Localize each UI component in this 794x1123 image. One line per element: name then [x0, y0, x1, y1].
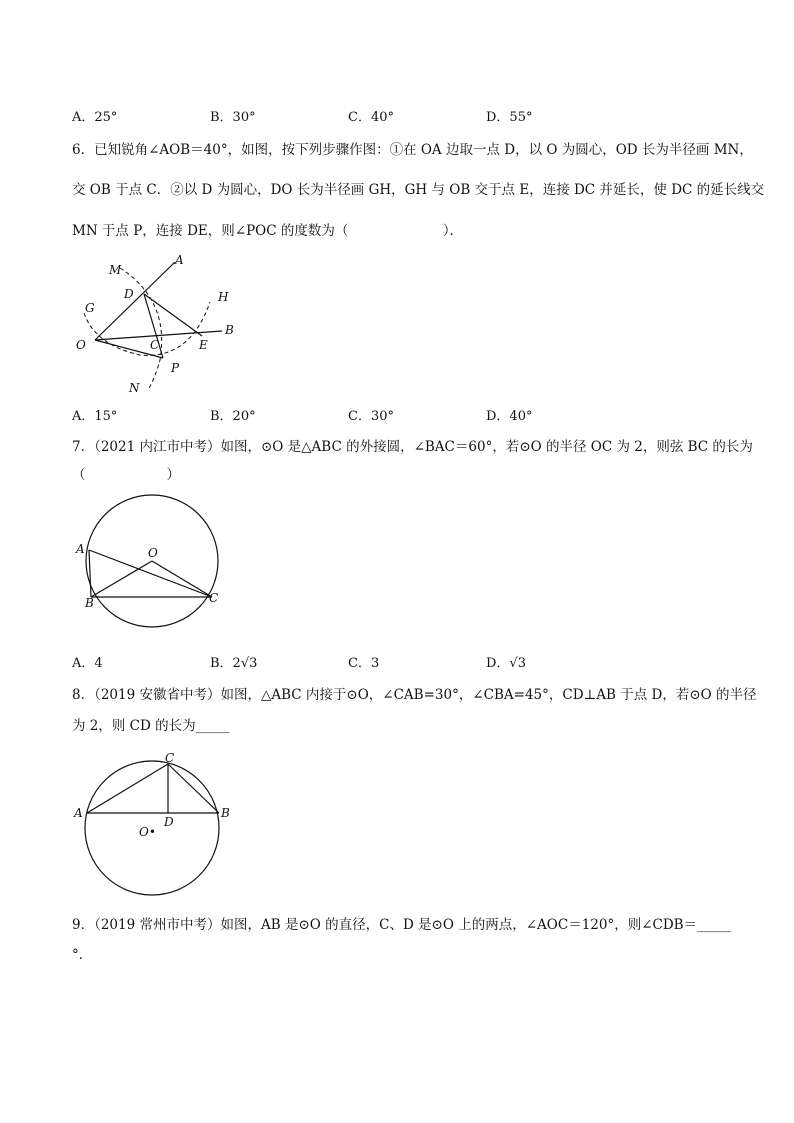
label-a: A	[175, 253, 184, 267]
segment-de	[144, 294, 202, 336]
q7-figure	[70, 490, 230, 635]
q6-stem-line1: 6．已知锐角∠AOB＝40°，如图，按下列步骤作图：①在 OA 边取一点 D，以 O 为圆心，OD 长为半径画 MN，	[72, 142, 753, 158]
q5-option-d: D．55°	[486, 110, 533, 125]
label-m: M	[109, 263, 122, 277]
q6-stem-line3: MN 于点 P，连接 DE，则∠POC 的度数为（ ）．	[72, 223, 464, 239]
q7-option-c: C．3	[348, 656, 380, 671]
q7-stem-line1: 7．（2021 内江市中考）如图，⊙O 是△ABC 的外接圆，∠BAC＝60°，若⊙O 的半径 OC 为 2，则弦 BC 的长为	[72, 439, 753, 455]
label-d: D	[124, 287, 134, 301]
label-h: H	[218, 290, 229, 304]
q9-stem-line1: 9．（2019 常州市中考）如图，AB 是⊙O 的直径，C、D 是⊙O 上的两点，∠AOC＝120°，则∠CDB＝_____	[72, 917, 731, 933]
q9-stem-line2: °．	[72, 947, 93, 963]
label-o: O	[76, 338, 86, 352]
label-a: A	[76, 542, 85, 556]
q8-figure	[70, 745, 240, 905]
q6-figure	[70, 250, 250, 400]
label-g: G	[85, 301, 95, 315]
label-o: O•	[139, 825, 156, 839]
segment-oc	[152, 561, 212, 597]
q6-option-b: B．20°	[210, 409, 256, 424]
label-b: B	[225, 323, 234, 337]
q6-option-a: A．15°	[72, 409, 118, 424]
q7-stem-line2: （ ）	[72, 467, 180, 483]
segment-ab	[89, 550, 91, 597]
segment-bc	[168, 764, 219, 813]
q5-option-c: C．40°	[348, 110, 394, 125]
segment-ac	[87, 764, 168, 813]
q7-option-b: B．2√3	[210, 656, 258, 671]
segment-ob	[91, 561, 152, 597]
label-c: C	[209, 591, 219, 605]
q6-option-c: C．30°	[348, 409, 394, 424]
label-c: C	[150, 338, 160, 352]
label-p: P	[171, 361, 180, 375]
label-c: C	[165, 751, 175, 765]
q5-option-b: B．30°	[210, 110, 256, 125]
label-b: B	[221, 806, 230, 820]
label-b: B	[85, 596, 94, 610]
label-n: N	[129, 381, 140, 395]
label-a: A	[74, 806, 83, 820]
q8-stem-line2: 为 2，则 CD 的长为_____	[72, 718, 230, 734]
q8-stem-line1: 8．（2019 安徽省中考）如图，△ABC 内接于⊙O，∠CAB=30°，∠CBA=45°，CD⊥AB 于点 D，若⊙O 的半径	[72, 687, 757, 703]
label-e: E	[199, 338, 208, 352]
q7-option-d: D．√3	[486, 656, 526, 671]
label-d: D	[164, 815, 174, 829]
q5-option-a: A．25°	[72, 110, 118, 125]
q6-stem-line2: 交 OB 于点 C．②以 D 为圆心，DO 长为半径画 GH，GH 与 OB 交于点 E，连接 DC 并延长，使 DC 的延长线交	[72, 182, 765, 198]
q7-option-a: A．4	[72, 656, 103, 671]
q6-option-d: D．40°	[486, 409, 533, 424]
ray-oa	[95, 262, 175, 340]
label-o: O	[148, 546, 158, 560]
